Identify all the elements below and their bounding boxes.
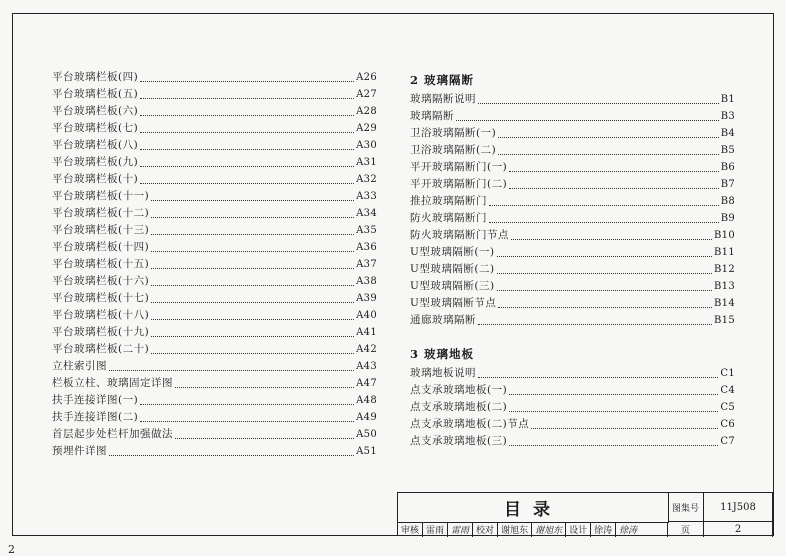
toc-entry-title: 玻璃地板说明	[410, 367, 476, 379]
toc-entry-title: 平台玻璃栏板(十一)	[52, 190, 150, 202]
leader-dots	[140, 183, 354, 184]
toc-entry	[410, 382, 735, 399]
toc-entry	[410, 91, 735, 108]
toc-entry-code: C6	[720, 419, 735, 430]
design-label: 设计	[569, 526, 588, 536]
toc-entry-code: A30	[356, 140, 377, 151]
toc-entry	[410, 261, 735, 278]
toc-entry-code: C7	[720, 436, 735, 447]
toc-entry-title: 平台玻璃栏板(十五)	[52, 258, 150, 270]
toc-entry-title: 卫浴玻璃隔断(一)	[410, 127, 497, 139]
toc-left-column	[52, 69, 377, 460]
toc-entry-title: 扶手连接详图(二)	[52, 411, 139, 423]
toc-entry-code: A48	[356, 395, 377, 406]
toc-entry-title: U型玻璃隔断(三)	[410, 280, 495, 292]
toc-entry-title: 点支承玻璃地板(三)	[410, 435, 508, 447]
leader-dots	[489, 222, 719, 223]
toc-entry-title: 平台玻璃栏板(十八)	[52, 309, 150, 321]
toc-entry	[52, 86, 377, 103]
leader-dots	[140, 115, 354, 116]
leader-dots	[175, 387, 354, 388]
toc-entry-title: 平台玻璃栏板(二十)	[52, 343, 150, 355]
toc-entry-title: 首层起步处栏杆加强做法	[52, 428, 173, 440]
toc-entry-code: A41	[356, 327, 377, 338]
toc-entry	[410, 193, 735, 210]
leader-dots	[509, 188, 718, 189]
toc-entry	[52, 69, 377, 86]
toc-entry-title: 玻璃隔断说明	[410, 93, 476, 105]
title-block-title: 目录	[398, 493, 669, 523]
toc-entry	[52, 188, 377, 205]
leader-dots	[140, 404, 354, 405]
toc-entry	[52, 375, 377, 392]
toc-entry-code: B3	[720, 111, 735, 122]
toc-entry	[52, 426, 377, 443]
toc-entry	[410, 365, 735, 382]
toc-entry	[52, 443, 377, 460]
leader-dots	[497, 290, 712, 291]
toc-entry-title: 平台玻璃栏板(十二)	[52, 207, 150, 219]
check-name: 谢旭东	[501, 526, 529, 536]
leader-dots	[151, 217, 354, 218]
toc-entry	[52, 307, 377, 324]
leader-dots	[151, 353, 354, 354]
toc-entry-title: 玻璃隔断	[410, 110, 454, 122]
toc-entry-code: A40	[356, 310, 377, 321]
toc-entry	[52, 256, 377, 273]
toc-entry-code: A47	[356, 378, 377, 389]
toc-entry-code: A38	[356, 276, 377, 287]
toc-entry-title: 平台玻璃栏板(五)	[52, 88, 139, 100]
review-signature: 雷雨	[451, 526, 470, 536]
toc-entry-title: 防火玻璃隔断门节点	[410, 229, 509, 241]
toc-entry-title: 平台玻璃栏板(十七)	[52, 292, 150, 304]
leader-dots	[498, 307, 712, 308]
design-name: 徐涛	[594, 526, 613, 536]
leader-dots	[478, 324, 712, 325]
leader-dots	[151, 285, 354, 286]
leader-dots	[175, 438, 354, 439]
leader-dots	[151, 251, 354, 252]
leader-dots	[151, 234, 354, 235]
leader-dots	[497, 256, 712, 257]
toc-entry-code: A37	[356, 259, 377, 270]
toc-entry-title: 平台玻璃栏板(十六)	[52, 275, 150, 287]
toc-entry-title: 平台玻璃栏板(九)	[52, 156, 139, 168]
toc-entry	[52, 171, 377, 188]
toc-entry	[52, 341, 377, 358]
toc-entry-code: C5	[720, 402, 735, 413]
toc-entry-title: 预埋件详图	[52, 445, 107, 457]
toc-entry-title: 卫浴玻璃隔断(二)	[410, 144, 497, 156]
toc-entry-code: A39	[356, 293, 377, 304]
toc-entry	[52, 324, 377, 341]
toc-entry	[52, 290, 377, 307]
leader-dots	[140, 166, 354, 167]
toc-entry-code: A32	[356, 174, 377, 185]
toc-entry	[52, 205, 377, 222]
leader-dots	[497, 273, 712, 274]
toc-entry-code: A50	[356, 429, 377, 440]
leader-dots	[509, 445, 718, 446]
toc-entry-title: 平台玻璃栏板(六)	[52, 105, 139, 117]
atlas-number-label: 图集号	[668, 493, 704, 522]
review-name: 雷雨	[426, 526, 445, 536]
toc-entry-code: B9	[720, 213, 735, 224]
toc-entry-title: 推拉玻璃隔断门	[410, 195, 487, 207]
leader-dots	[509, 411, 718, 412]
leader-dots	[478, 103, 719, 104]
leader-dots	[498, 154, 718, 155]
page-label: 页	[668, 522, 704, 537]
toc-entry-title: 平开玻璃隔断门(二)	[410, 178, 508, 190]
leader-dots	[151, 268, 354, 269]
leader-dots	[509, 171, 718, 172]
toc-entry-title: 立柱索引图	[52, 360, 107, 372]
leader-dots	[151, 200, 354, 201]
toc-entry-code: C1	[720, 368, 735, 379]
toc-entry	[52, 392, 377, 409]
leader-dots	[140, 149, 354, 150]
toc-entry-title: 平开玻璃隔断门(一)	[410, 161, 508, 173]
toc-entry-code: B13	[714, 281, 735, 292]
toc-entry	[52, 103, 377, 120]
toc-entry	[52, 120, 377, 137]
title-block-signatures	[398, 522, 668, 537]
toc-entry-code: A35	[356, 225, 377, 236]
toc-entry-code: A51	[356, 446, 377, 457]
toc-entry	[52, 358, 377, 375]
toc-entry	[52, 137, 377, 154]
leader-dots	[140, 132, 354, 133]
toc-entry	[410, 295, 735, 312]
toc-entry	[410, 399, 735, 416]
toc-right-column	[410, 71, 735, 450]
toc-entry-code: A26	[356, 72, 377, 83]
toc-entry-title: 平台玻璃栏板(十九)	[52, 326, 150, 338]
leader-dots	[498, 137, 718, 138]
toc-entry-code: B15	[714, 315, 735, 326]
toc-entry-code: A29	[356, 123, 377, 134]
toc-entry-code: A43	[356, 361, 377, 372]
toc-entry	[410, 125, 735, 142]
toc-entry-title: 防火玻璃隔断门	[410, 212, 487, 224]
section-heading: 2 玻璃隔断	[410, 73, 475, 87]
toc-entry-code: A49	[356, 412, 377, 423]
design-signature: 徐涛	[619, 526, 638, 536]
toc-entry-code: B7	[720, 179, 735, 190]
toc-entry-code: C4	[720, 385, 735, 396]
toc-entry	[52, 222, 377, 239]
leader-dots	[511, 239, 712, 240]
toc-entry-title: U型玻璃隔断(一)	[410, 246, 495, 258]
leader-dots	[151, 336, 354, 337]
leader-dots	[109, 370, 354, 371]
toc-entry	[410, 210, 735, 227]
toc-entry-code: A31	[356, 157, 377, 168]
leader-dots	[109, 455, 354, 456]
toc-entry-code: B4	[720, 128, 735, 139]
toc-entry	[52, 154, 377, 171]
page-number: 2	[8, 543, 15, 556]
toc-entry-title: 平台玻璃栏板(十)	[52, 173, 139, 185]
toc-entry-title: 点支承玻璃地板(一)	[410, 384, 508, 396]
toc-entry	[410, 416, 735, 433]
toc-entry-code: B12	[714, 264, 735, 275]
review-label: 审核	[401, 526, 420, 536]
leader-dots	[140, 421, 354, 422]
toc-entry-title: 栏板立柱、玻璃固定详图	[52, 377, 173, 389]
leader-dots	[151, 302, 354, 303]
check-label: 校对	[476, 526, 495, 536]
toc-entry-code: B1	[720, 94, 735, 105]
toc-entry-code: B5	[720, 145, 735, 156]
toc-entry-code: A34	[356, 208, 377, 219]
section-heading: 3 玻璃地板	[410, 347, 475, 361]
toc-entry	[410, 244, 735, 261]
toc-entry-code: A42	[356, 344, 377, 355]
leader-dots	[531, 428, 718, 429]
leader-dots	[456, 120, 719, 121]
leader-dots	[478, 377, 718, 378]
toc-entry-code: A27	[356, 89, 377, 100]
title-block	[397, 492, 774, 536]
toc-entry-title: 平台玻璃栏板(十三)	[52, 224, 150, 236]
toc-entry-title: 点支承玻璃地板(二)节点	[410, 418, 530, 430]
atlas-number-value: 11J508	[704, 493, 773, 522]
toc-entry	[52, 273, 377, 290]
toc-entry	[410, 142, 735, 159]
toc-entry-title: 点支承玻璃地板(二)	[410, 401, 508, 413]
toc-entry	[410, 108, 735, 125]
toc-entry-code: A33	[356, 191, 377, 202]
toc-entry-title: 扶手连接详图(一)	[52, 394, 139, 406]
toc-entry-code: B14	[714, 298, 735, 309]
toc-entry	[410, 176, 735, 193]
toc-entry-title: 平台玻璃栏板(七)	[52, 122, 139, 134]
toc-entry-code: B6	[720, 162, 735, 173]
page-value: 2	[704, 522, 773, 537]
toc-entry-code: B8	[720, 196, 735, 207]
toc-entry-code: A28	[356, 106, 377, 117]
toc-entry-title: U型玻璃隔断(二)	[410, 263, 495, 275]
leader-dots	[140, 81, 354, 82]
toc-entry-title: 平台玻璃栏板(十四)	[52, 241, 150, 253]
leader-dots	[140, 98, 354, 99]
toc-entry-code: A36	[356, 242, 377, 253]
toc-entry	[410, 278, 735, 295]
toc-entry	[410, 312, 735, 329]
toc-entry-code: B10	[714, 230, 735, 241]
toc-entry-title: 平台玻璃栏板(八)	[52, 139, 139, 151]
leader-dots	[151, 319, 354, 320]
toc-entry-title: U型玻璃隔断节点	[410, 297, 497, 309]
toc-entry-title: 通廊玻璃隔断	[410, 314, 476, 326]
toc-entry	[410, 433, 735, 450]
toc-entry	[52, 239, 377, 256]
toc-entry-code: B11	[714, 247, 735, 258]
toc-entry-title: 平台玻璃栏板(四)	[52, 71, 139, 83]
toc-entry	[52, 409, 377, 426]
leader-dots	[509, 394, 718, 395]
check-signature: 谢旭东	[535, 526, 563, 536]
leader-dots	[489, 205, 719, 206]
toc-entry	[410, 159, 735, 176]
toc-entry	[410, 227, 735, 244]
